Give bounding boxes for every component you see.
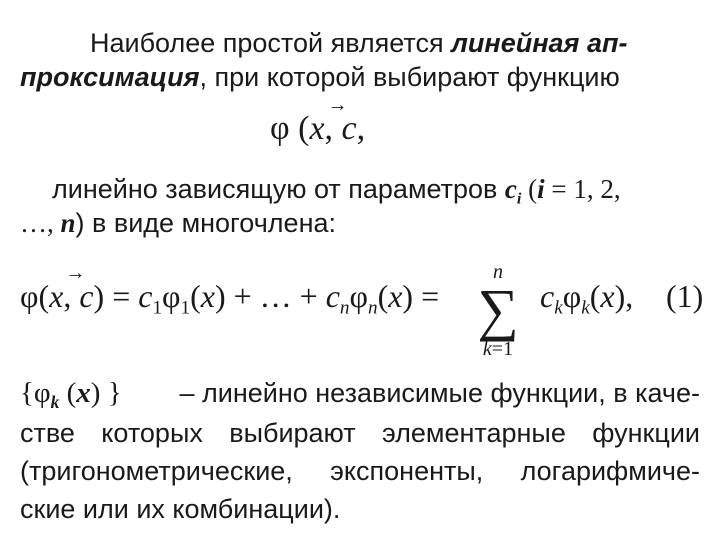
var-x: x — [309, 110, 325, 147]
text-linear-depend: линейно зависящую от параметров — [52, 174, 505, 204]
var-n: n — [60, 208, 76, 238]
var-c: c — [341, 110, 357, 147]
phi-k: φ — [562, 278, 582, 314]
coef-cn: c — [325, 278, 340, 314]
formula-lhs: φ(x, → c) = — [20, 262, 139, 314]
term-linear-approx-2: проксимация — [20, 62, 200, 92]
text-line-2 — [20, 60, 620, 94]
coef-c1: c — [138, 278, 153, 314]
phi-k-set: {$\varphi_k$ (x) } — [20, 377, 122, 413]
vector-c — [327, 94, 357, 148]
summation — [468, 262, 528, 360]
text-independent-functions: – линейно независимые функции, в каче- — [179, 378, 700, 408]
text-line-5 — [20, 376, 700, 413]
intro-text: Наиболее простой является — [90, 28, 452, 58]
text-line-1 — [90, 26, 627, 60]
trailing-comma: , — [356, 110, 366, 147]
sum-upper-limit: n — [493, 261, 503, 283]
formula-rhs: $c_k\varphi_k(x)$, — [540, 278, 634, 319]
text-line-8: ские или их комбинации). — [20, 494, 341, 524]
text-line-7: (тригонометрические, экспоненты, логарифмиче- — [20, 456, 700, 486]
formula-polynomial: φ(x, → $c) = c_1\varphi_1(x)$ + … + $c_n\varphi_n(x)$ = — [20, 262, 440, 319]
vector-arrow: → — [327, 94, 348, 116]
comma: , — [324, 110, 334, 147]
term-linear-approx-1: линейная ап- — [451, 28, 628, 58]
phi-symbol: φ — [270, 110, 290, 147]
text-line-4 — [20, 206, 336, 240]
text-line-6: стве которых выбирают элементарные функции — [20, 418, 700, 448]
index-i: i — [537, 174, 545, 204]
text-polynomial: ) в виде многочлена: — [75, 208, 336, 238]
text-select-function: , при которой выбирают функцию — [199, 62, 620, 92]
paren: ( — [521, 174, 538, 204]
formula-phi-x-c — [270, 94, 366, 148]
param-ci: $c_i$ — [504, 174, 522, 208]
coef-ck: c — [540, 278, 555, 314]
phi-n: φ — [349, 278, 368, 314]
equation-number: (1) — [666, 278, 704, 314]
ellipsis: …, — [20, 208, 61, 238]
text-line-3 — [52, 172, 621, 206]
phi-1: φ — [162, 278, 181, 314]
open-paren: ( — [298, 110, 310, 147]
index-range: = 1, 2, — [544, 174, 621, 204]
sum-lower-limit: k=1 — [482, 338, 514, 360]
sigma-symbol: ∑ — [477, 277, 519, 342]
